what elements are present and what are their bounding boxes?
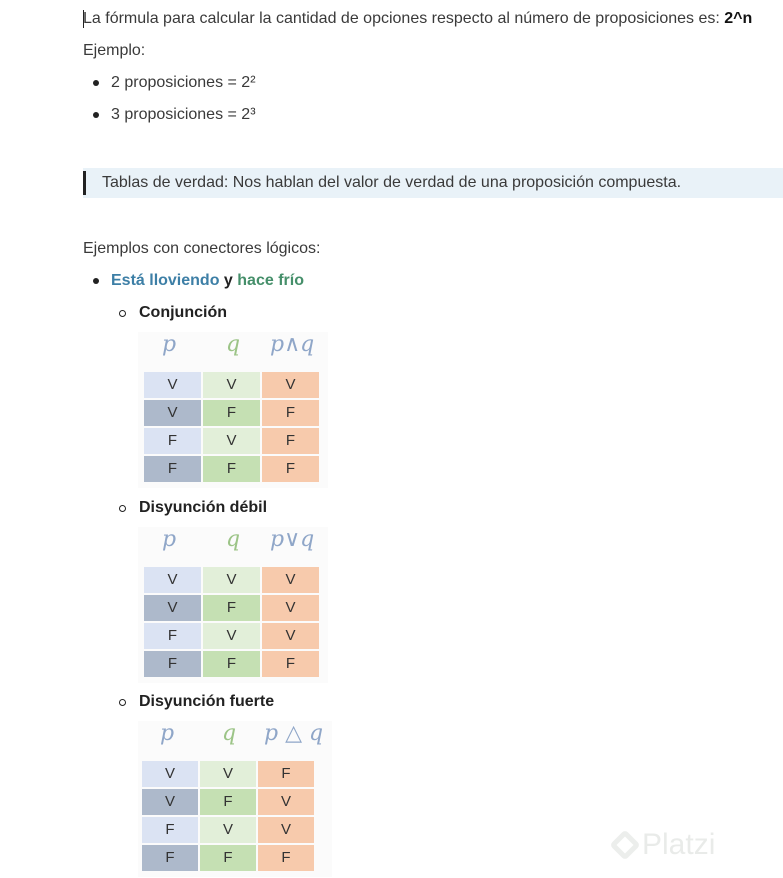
- platzi-watermark: [614, 828, 715, 862]
- sentence-part-1: Está lloviendo: [111, 272, 220, 289]
- table-row: [142, 845, 316, 873]
- bullet-dot: [93, 278, 99, 284]
- sub-bullet-circle: [119, 699, 126, 706]
- cell-q: V: [203, 567, 262, 595]
- cell-p: F: [144, 428, 203, 456]
- platzi-logo-icon: [609, 829, 640, 860]
- cell-q: V: [203, 623, 262, 651]
- bullet-dot: [93, 80, 99, 86]
- formula-text: La fórmula para calcular la cantidad de opciones respecto al número de proposiciones es:: [83, 10, 720, 27]
- cell-p: F: [144, 456, 203, 484]
- cell-q: F: [200, 789, 258, 817]
- cell-result: F: [258, 761, 316, 789]
- cell-result: F: [258, 845, 316, 873]
- header-p: p: [162, 332, 177, 357]
- bullet-item-1: 2 proposiciones = 2²: [111, 74, 256, 91]
- cell-q: V: [200, 761, 258, 789]
- table-row: [144, 456, 321, 484]
- blockquote: [83, 168, 783, 198]
- cell-q: V: [203, 428, 262, 456]
- header-q: q: [222, 721, 237, 746]
- header-q: q: [226, 527, 241, 552]
- sentence-connector: y: [223, 272, 233, 289]
- table-title-disyuncion-fuerte: Disyunción fuerte: [139, 693, 275, 710]
- cell-p: V: [144, 595, 203, 623]
- cell-q: F: [203, 456, 262, 484]
- table-row: [144, 623, 321, 651]
- table-row: [144, 567, 321, 595]
- table-row: [142, 817, 316, 845]
- table-row: [144, 595, 321, 623]
- blockquote-bar: [83, 171, 86, 195]
- cell-result: F: [262, 651, 321, 679]
- cell-result: V: [262, 567, 321, 595]
- examples-label: Ejemplos con conectores lógicos:: [83, 240, 321, 257]
- cell-q: V: [200, 817, 258, 845]
- truth-table-conjuncion: [138, 332, 328, 488]
- table-row: [144, 651, 321, 679]
- table-title-disyuncion-debil: Disyunción débil: [139, 499, 268, 516]
- cell-q: V: [203, 372, 262, 400]
- bullet-dot: [93, 112, 99, 118]
- table-row: [144, 400, 321, 428]
- header-result: p∧q: [270, 332, 315, 357]
- header-result: p∨q: [270, 527, 315, 552]
- cell-p: F: [142, 817, 200, 845]
- cell-q: F: [200, 845, 258, 873]
- cell-result: F: [262, 428, 321, 456]
- cell-p: V: [144, 372, 203, 400]
- formula-bold: 2^n: [724, 10, 753, 27]
- watermark-text: Platzi: [642, 828, 716, 861]
- cell-result: V: [258, 789, 316, 817]
- cell-p: V: [144, 567, 203, 595]
- formula-paragraph: [83, 10, 752, 28]
- cell-p: V: [144, 400, 203, 428]
- cell-result: V: [262, 372, 321, 400]
- cell-p: F: [142, 845, 200, 873]
- truth-table-disyuncion-debil: [138, 527, 328, 683]
- cell-result: F: [262, 400, 321, 428]
- header-q: q: [226, 332, 241, 357]
- cell-q: F: [203, 651, 262, 679]
- cell-q: F: [203, 595, 262, 623]
- header-p: p: [162, 527, 177, 552]
- table-row: [144, 372, 321, 400]
- cell-p: V: [142, 789, 200, 817]
- example-sentence: [111, 272, 304, 290]
- sub-bullet-circle: [119, 310, 126, 317]
- cell-result: V: [258, 817, 316, 845]
- header-p: p: [160, 721, 175, 746]
- cell-p: V: [142, 761, 200, 789]
- table-row: [142, 761, 316, 789]
- cell-result: V: [262, 623, 321, 651]
- table-row: [142, 789, 316, 817]
- cell-q: F: [203, 400, 262, 428]
- header-result: p △ q: [264, 721, 324, 746]
- bullet-item-2: 3 proposiciones = 2³: [111, 106, 256, 123]
- cell-result: V: [262, 595, 321, 623]
- table-title-conjuncion: Conjunción: [139, 304, 227, 321]
- sub-bullet-circle: [119, 505, 126, 512]
- cell-result: F: [262, 456, 321, 484]
- table-row: [144, 428, 321, 456]
- sentence-part-2: hace frío: [237, 272, 304, 289]
- blockquote-text: Tablas de verdad: Nos hablan del valor de verdad de una proposición compuesta.: [102, 174, 682, 191]
- truth-table-disyuncion-fuerte: [138, 721, 332, 877]
- example-label: Ejemplo:: [83, 42, 146, 59]
- cell-p: F: [144, 651, 203, 679]
- cell-p: F: [144, 623, 203, 651]
